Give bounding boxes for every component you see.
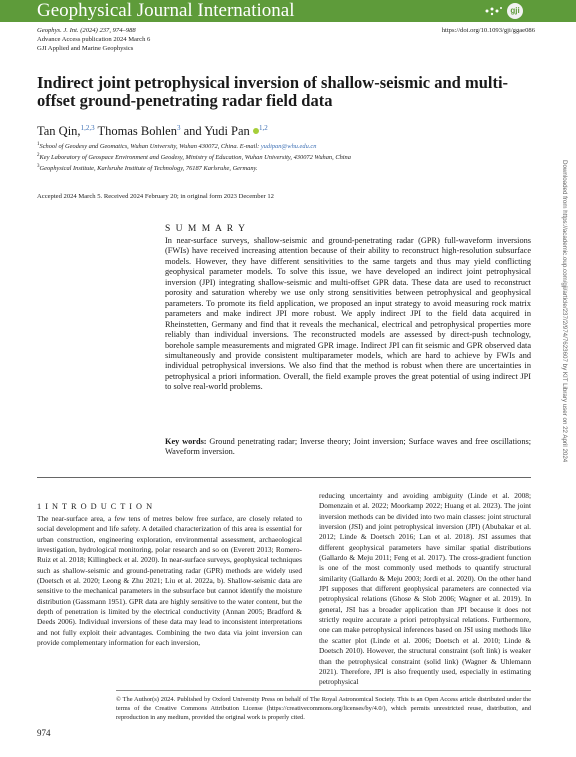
affiliation-text: Key Laboratory of Geospace Environment and Geodesy, Ministry of Education, Wuhan University, 430072 Wuhan, China [39,154,351,162]
article-title: Indirect joint petrophysical inversion of shallow-seismic and multi-offset ground-penetrating radar field data [37,73,509,110]
introduction-heading: 1 I N T R O D U C T I O N [37,502,154,511]
author-affil-ref[interactable]: 3 [176,124,181,132]
footer-divider [116,690,531,691]
download-watermark [560,160,570,620]
author-email-link[interactable]: yudipan@whu.edu.cn [260,143,317,151]
article-dates: Accepted 2024 March 5. Received 2024 February 20; in original form 2023 December 12 [37,193,274,200]
affiliation-text: School of Geodesy and Geomatics, Wuhan University, Wuhan 430072, China. E-mail: [39,143,261,151]
author-affil-ref[interactable]: 1,2,3 [80,124,95,132]
journal-banner [0,0,576,22]
introduction-column-1: The near-surface area, a few tens of metres below free surface, are closely related to social development and life safety. A detailed characterization of this area is essential for urban construction, engineering exploration, environmental assessment, archaeological investigation, hydrological monitoring, polar research and so on (Everett 2013; Romero-Ruiz et al. 2018; Killingbeck et al. 2020). In near-surface surveys, geophysical techniques such as shallow-seismic and ground-penetrating radar (GPR) methods are widely used (Doetsch et al. 2020; Leong & Zhu 2021; Liu et al. 2022a, b). Shallow-seismic data are sensitive to the mechanical parameters in the subsurface but cannot identify the moisture distribution (Gassmann 1951). GPR data are highly sensitive to the water content, but the depth of penetration is limited by the electrical conductivity (Annan 2005; Bradford & Deeds 2006). Individual inversions of these data may lead to inconsistent interpretations and not fully exploit their advantages. Combining the two data via joint inversion can provide complementary information for each inversion, [37,514,302,648]
author-affil-ref[interactable]: 1,2 [258,124,268,132]
keywords [165,437,531,458]
summary-heading: S U M M A R Y [165,224,247,234]
journal-crest-icon [484,5,504,17]
keywords-label: Key words: [165,437,207,446]
author-list [37,124,268,139]
page-number: 974 [37,728,51,738]
introduction-column-2: reducing uncertainty and avoiding ambiguity (Linde et al. 2008; Domenzain et al. 2022; Moorkamp 2022; Huang et al. 2023). The joint inversion methods can be divided into two main classes: joint structural inversion (JSI) and joint petrophysical inversion (JPI) (Abubakar et al. 2012; Linde & Doetsch 2016; Lan et al. 2018). JSI assumes that different geophysical parameters have similar spatial distributions (Gallardo & Meju 2011; Feng et al. 2017). The cross-gradient function is one of the most commonly used methods to quantify structural similarity (Gallardo & Meju 2003; Jordi et al. 2020). On the other hand JPI supposes that different geophysical parameters are connected via petrophysical relations (Ghose & Slob 2006; Wagner et al. 2019). In general, JSI has a broader application than JPI because it does not strictly require accurate a priori petrophysical relations. Furthermore, one can make petrophysical inferences based on JSI using methods like the scatter plot (Linde et al. 2006; Doetsch et al. 2010; Linde & Doetsch 2010). However, the structural constraint (soft link) is weaker than the petrophysical constraint (solid link) (Wagner & Uhlemann 2021). Therefore, JPI is also frequently used, especially in estimating petrophysical [319,491,531,687]
summary-body: In near-surface surveys, shallow-seismic and ground-penetrating radar (GPR) full-waveform inversions (FWIs) have received increasing attention because of their ability to reconstruct high-resolution subsurface models. However, they have different sensitivities to the same targets and thus may yield conflicting geophysical parameter models. To solve this issue, we have developed an indirect joint petrophysical inversion (JPI) integrating shallow-seismic and multi-offset GPR data. These data are used to reconstruct porosity and saturation whereby we use only strong sensitivities between petrophysical and geophysical parameters. To promote its field application, we proposed an input strategy to avoid measuring rock matrix parameters and make indirect JPI more robust. We apply indirect JPI to the field data acquired in Rheinstetten, Germany and find that it reveals the mechanical, electrical and petrophysical properties more reliably than individual inversions. The reconstructed models are assessed by direct-push technology, borehole sample measurements and migrated GPR image. Indirect JPI can fit seismic and GPR observed data simultaneously and provide consistent multiparameter models, which are hard to achieve by FWIs and individual petrophysical inversions. We also find that the method is robust when there are uncertainties in petrophysical a priori information. Overall, the field example proves the great potential of using indirect JPI to solve real-world problems. [165,236,531,392]
affiliation-number: 2 [37,153,40,158]
affiliation-3 [37,163,258,174]
gji-logo[interactable]: gji [507,3,523,19]
citation-line: Geophys. J. Int. (2024) 237, 974–988 [37,27,136,34]
affiliation-number: 1 [37,142,40,147]
author-name[interactable]: and Yudi Pan [183,124,250,139]
author-name[interactable]: Tan Qin, [37,124,81,139]
download-notice[interactable]: Downloaded from https://academic.oup.com/gji/article/237/2/974/7623607 by KIT Library user on 22 April 2024 [561,160,568,463]
license-footer: © The Author(s) 2024. Published by Oxford University Press on behalf of The Royal Astronomical Society. This is an Open Access article distributed under the terms of the Creative Commons Attribution License (https://creativecommons.org/licenses/by/4.0/), which permits unrestricted reuse, distribution, and reproduction in any medium, provided the original work is properly cited. [116,696,531,721]
affiliation-1 [37,141,316,152]
section-divider [37,477,531,478]
author-name[interactable]: Thomas Bohlen [97,124,177,139]
affiliation-2 [37,152,351,163]
journal-title[interactable]: Geophysical Journal International [37,0,295,21]
affiliation-number: 3 [37,164,40,169]
doi-link[interactable]: https://doi.org/10.1093/gji/ggae086 [441,27,535,34]
advance-access-line: Advance Access publication 2024 March 6 [37,36,151,43]
section-line: GJI Applied and Marine Geophysics [37,45,134,52]
keywords-list: Ground penetrating radar; Inverse theory; Joint inversion; Surface waves and free oscillations; Waveform inversion. [165,437,532,457]
affiliation-text: Geophysical Institute, Karlsruhe Institute of Technology, 76187 Karlsruhe, Germany. [39,165,258,173]
